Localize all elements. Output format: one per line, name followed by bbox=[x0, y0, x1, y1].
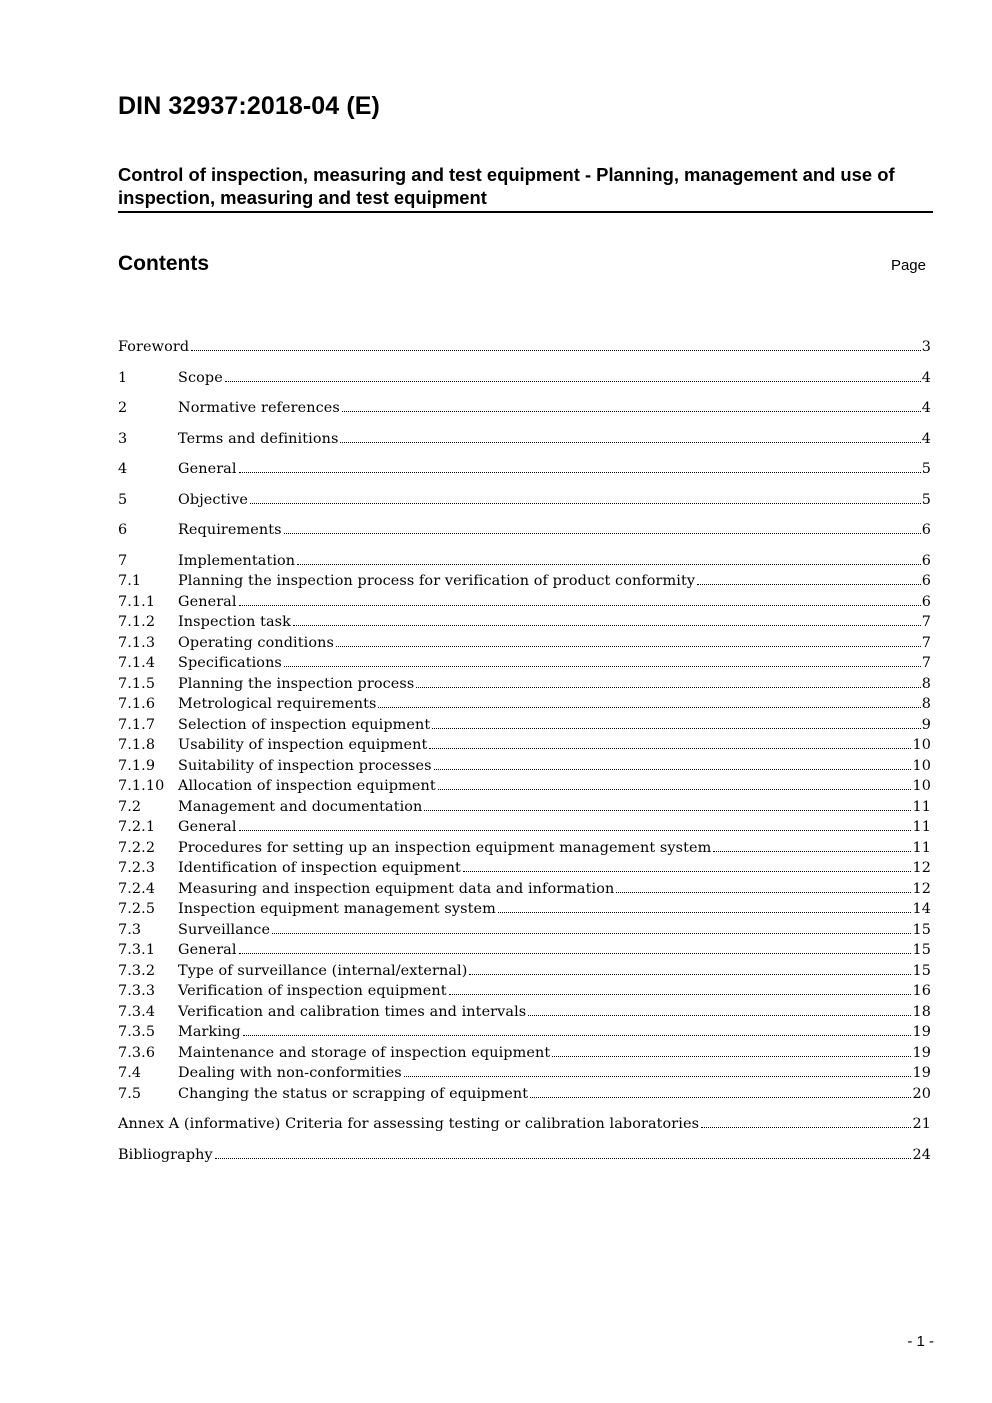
toc-entry-label: Marking bbox=[178, 1024, 241, 1040]
toc-dot-leader bbox=[528, 1015, 911, 1016]
toc-entry-number: 7.3.4 bbox=[118, 1003, 156, 1020]
toc-entry-page: 21 bbox=[912, 1116, 931, 1132]
toc-entry-page: 15 bbox=[912, 942, 931, 958]
toc-entry-number: 7.2.2 bbox=[118, 839, 156, 856]
toc-entry-label: Procedures for setting up an inspection equipment management system bbox=[178, 839, 712, 856]
toc-entry-label: Terms and definitions bbox=[178, 430, 339, 447]
toc-entry-number: 7.3.6 bbox=[118, 1044, 156, 1061]
toc-dot-leader bbox=[552, 1056, 911, 1057]
toc-entry[interactable] bbox=[118, 1084, 931, 1105]
toc-entry[interactable] bbox=[118, 940, 931, 961]
toc-entry-label: Requirements bbox=[178, 522, 282, 538]
toc-entry-number: 7.1.6 bbox=[118, 696, 156, 712]
footer-page-number: - 1 - bbox=[907, 1333, 934, 1350]
toc-entry[interactable] bbox=[118, 429, 931, 450]
toc-entry-label: Verification of inspection equipment bbox=[178, 983, 447, 999]
toc-dot-leader bbox=[469, 974, 911, 975]
toc-entry-page: 4 bbox=[921, 400, 931, 416]
toc-entry[interactable] bbox=[118, 920, 931, 941]
toc-entry-label: Foreword bbox=[118, 339, 190, 355]
toc-entry-page: 9 bbox=[921, 716, 931, 733]
toc-entry-page: 7 bbox=[921, 655, 931, 671]
toc-entry[interactable] bbox=[118, 633, 931, 654]
toc-entry-page: 4 bbox=[921, 369, 931, 386]
toc-dot-leader bbox=[530, 1097, 911, 1098]
toc-entry[interactable] bbox=[118, 1063, 931, 1084]
page-column-label: Page bbox=[890, 257, 926, 274]
toc-dot-leader bbox=[239, 830, 912, 831]
toc-dot-leader bbox=[239, 953, 912, 954]
toc-entry-label: Implementation bbox=[178, 552, 296, 569]
toc-entry[interactable] bbox=[118, 337, 931, 358]
toc-entry-page: 11 bbox=[912, 819, 931, 835]
toc-dot-leader bbox=[336, 646, 921, 647]
toc-entry-number: 7.2.1 bbox=[118, 819, 156, 835]
toc-entry-page: 11 bbox=[912, 798, 931, 815]
toc-dot-leader bbox=[191, 350, 921, 351]
toc-entry[interactable] bbox=[118, 551, 931, 572]
toc-entry[interactable] bbox=[118, 735, 931, 756]
toc-dot-leader bbox=[416, 687, 920, 688]
toc-entry-label: Selection of inspection equipment bbox=[178, 716, 431, 733]
toc-entry-number: 5 bbox=[118, 491, 128, 508]
toc-entry-number: 7.3.5 bbox=[118, 1024, 156, 1040]
toc-dot-leader bbox=[215, 1158, 912, 1159]
toc-dot-leader bbox=[438, 789, 912, 790]
toc-entry-page: 7 bbox=[921, 634, 931, 651]
toc-dot-leader bbox=[434, 769, 912, 770]
toc-dot-leader bbox=[429, 748, 911, 749]
toc-entry-number: 7.3.2 bbox=[118, 962, 156, 979]
toc-entry[interactable] bbox=[118, 612, 931, 633]
toc-entry-label: General bbox=[178, 461, 237, 477]
toc-entry-number: 7.3 bbox=[118, 921, 142, 938]
toc-entry[interactable] bbox=[118, 653, 931, 674]
toc-entry[interactable] bbox=[118, 981, 931, 1002]
toc-entry-label: Planning the inspection process for verification of product conformity bbox=[178, 573, 696, 589]
toc-entry-number: 6 bbox=[118, 522, 128, 538]
toc-entry[interactable] bbox=[118, 368, 931, 389]
toc-entry-number: 7.1.4 bbox=[118, 655, 156, 671]
toc-entry-label: Changing the status or scrapping of equipment bbox=[178, 1085, 529, 1102]
toc-entry-page: 10 bbox=[912, 778, 931, 794]
toc-entry-page: 15 bbox=[912, 962, 931, 979]
toc-entry-page: 5 bbox=[921, 491, 931, 508]
toc-entry-number: 4 bbox=[118, 461, 128, 477]
toc-entry-page: 8 bbox=[921, 675, 931, 692]
toc-entry-page: 19 bbox=[912, 1024, 931, 1040]
toc-entry-page: 7 bbox=[921, 614, 931, 630]
toc-dot-leader bbox=[243, 1035, 912, 1036]
toc-entry[interactable] bbox=[118, 571, 931, 592]
toc-entry-label: Operating conditions bbox=[178, 634, 334, 651]
toc-dot-leader bbox=[713, 851, 911, 852]
toc-entry-number: 7.1.8 bbox=[118, 737, 156, 753]
toc-entry-number: 7.3.1 bbox=[118, 942, 156, 958]
toc-entry-number: 2 bbox=[118, 400, 128, 416]
toc-dot-leader bbox=[378, 707, 920, 708]
toc-entry-page: 12 bbox=[912, 860, 931, 876]
toc-dot-leader bbox=[284, 666, 921, 667]
toc-entry-label: Inspection equipment management system bbox=[178, 901, 496, 917]
toc-entry-page: 12 bbox=[912, 880, 931, 897]
toc-dot-leader bbox=[284, 533, 921, 534]
toc-entry-page: 8 bbox=[921, 696, 931, 712]
toc-entry-label: Usability of inspection equipment bbox=[178, 737, 428, 753]
toc-entry[interactable] bbox=[118, 1022, 931, 1043]
toc-entry[interactable] bbox=[118, 1114, 931, 1135]
toc-entry-label: Suitability of inspection processes bbox=[178, 757, 432, 774]
toc-entry-label: Verification and calibration times and intervals bbox=[178, 1003, 527, 1020]
toc-dot-leader bbox=[701, 1127, 911, 1128]
toc-entry[interactable] bbox=[118, 838, 931, 859]
toc-entry[interactable] bbox=[118, 961, 931, 982]
toc-entry-page: 15 bbox=[912, 921, 931, 938]
toc-entry-page: 6 bbox=[921, 522, 931, 538]
toc-entry-page: 16 bbox=[912, 983, 931, 999]
toc-dot-leader bbox=[449, 994, 912, 995]
toc-entry-page: 11 bbox=[912, 839, 931, 856]
toc-entry[interactable] bbox=[118, 858, 931, 879]
toc-dot-leader bbox=[239, 472, 921, 473]
toc-entry-number: 7.1.5 bbox=[118, 675, 156, 692]
toc-entry[interactable] bbox=[118, 899, 931, 920]
toc-entry-label: Dealing with non-conformities bbox=[178, 1065, 402, 1081]
toc-entry-label: General bbox=[178, 593, 237, 610]
toc-dot-leader bbox=[616, 892, 911, 893]
toc-dot-leader bbox=[424, 810, 911, 811]
toc-dot-leader bbox=[340, 442, 920, 443]
toc-entry-page: 6 bbox=[921, 593, 931, 610]
toc-dot-leader bbox=[239, 605, 921, 606]
toc-entry[interactable] bbox=[118, 674, 931, 695]
toc-entry-page: 5 bbox=[921, 461, 931, 477]
toc-dot-leader bbox=[272, 933, 911, 934]
toc-dot-leader bbox=[225, 381, 921, 382]
toc-entry[interactable] bbox=[118, 694, 931, 715]
toc-entry[interactable] bbox=[118, 459, 931, 480]
document-title: Control of inspection, measuring and test equipment - Planning, management and use of inspection, measuring and test equipment bbox=[118, 163, 933, 213]
toc-dot-leader bbox=[404, 1076, 912, 1077]
toc-entry-page: 20 bbox=[912, 1085, 931, 1102]
toc-entry[interactable] bbox=[118, 756, 931, 777]
toc-entry-label: Surveillance bbox=[178, 921, 271, 938]
toc-entry-page: 6 bbox=[921, 573, 931, 589]
toc-entry-label: Bibliography bbox=[118, 1146, 213, 1163]
toc-entry-page: 4 bbox=[921, 430, 931, 447]
toc-entry-label: Specifications bbox=[178, 655, 282, 671]
toc-entry-label: General bbox=[178, 942, 237, 958]
toc-entry[interactable] bbox=[118, 1002, 931, 1023]
toc-entry-page: 10 bbox=[912, 757, 931, 774]
toc-entry-label: Type of surveillance (internal/external) bbox=[178, 962, 468, 979]
toc-entry-number: 1 bbox=[118, 369, 128, 386]
toc-entry-number: 7.3.3 bbox=[118, 983, 156, 999]
toc-entry-page: 10 bbox=[912, 737, 931, 753]
toc-entry-number: 7.1.9 bbox=[118, 757, 156, 774]
toc-entry[interactable] bbox=[118, 398, 931, 419]
toc-entry-number: 7.2.3 bbox=[118, 860, 156, 876]
toc-entry[interactable] bbox=[118, 715, 931, 736]
toc-entry-label: Planning the inspection process bbox=[178, 675, 415, 692]
toc-entry-label: Management and documentation bbox=[178, 798, 423, 815]
toc-entry-page: 18 bbox=[912, 1003, 931, 1020]
contents-heading: Contents bbox=[118, 252, 209, 275]
toc-entry-label: Allocation of inspection equipment bbox=[178, 778, 436, 794]
toc-entry-page: 19 bbox=[912, 1065, 931, 1081]
toc-entry[interactable] bbox=[118, 797, 931, 818]
toc-entry[interactable] bbox=[118, 592, 931, 613]
toc-entry[interactable] bbox=[118, 520, 931, 541]
toc-dot-leader bbox=[463, 871, 912, 872]
toc-entry-number: 7.1.10 bbox=[118, 778, 165, 794]
toc-entry-number: 7.4 bbox=[118, 1065, 142, 1081]
toc-entry-label: Inspection task bbox=[178, 614, 291, 630]
toc-dot-leader bbox=[250, 503, 921, 504]
toc-entry-number: 7.1.1 bbox=[118, 593, 156, 610]
table-of-contents bbox=[118, 337, 931, 1165]
toc-entry[interactable] bbox=[118, 1043, 931, 1064]
toc-entry[interactable] bbox=[118, 1145, 931, 1166]
toc-entry-label: General bbox=[178, 819, 237, 835]
toc-dot-leader bbox=[297, 564, 921, 565]
toc-entry[interactable] bbox=[118, 817, 931, 838]
toc-entry-page: 24 bbox=[912, 1146, 931, 1163]
toc-dot-leader bbox=[293, 625, 921, 626]
toc-dot-leader bbox=[432, 728, 920, 729]
toc-entry-number: 7.1 bbox=[118, 573, 142, 589]
toc-entry-number: 7 bbox=[118, 552, 128, 569]
toc-entry-number: 7.1.7 bbox=[118, 716, 156, 733]
toc-dot-leader bbox=[697, 584, 921, 585]
document-id: DIN 32937:2018-04 (E) bbox=[118, 92, 380, 120]
toc-entry-number: 7.1.2 bbox=[118, 614, 156, 630]
toc-entry-page: 14 bbox=[912, 901, 931, 917]
toc-entry[interactable] bbox=[118, 776, 931, 797]
toc-entry-page: 19 bbox=[912, 1044, 931, 1061]
toc-entry-label: Maintenance and storage of inspection equipment bbox=[178, 1044, 551, 1061]
toc-dot-leader bbox=[342, 411, 921, 412]
toc-entry-number: 7.2.5 bbox=[118, 901, 156, 917]
toc-entry[interactable] bbox=[118, 490, 931, 511]
toc-entry-label: Metrological requirements bbox=[178, 696, 377, 712]
toc-entry-number: 7.5 bbox=[118, 1085, 142, 1102]
toc-entry[interactable] bbox=[118, 879, 931, 900]
toc-entry-page: 6 bbox=[921, 552, 931, 569]
toc-entry-number: 7.1.3 bbox=[118, 634, 156, 651]
toc-entry-label: Identification of inspection equipment bbox=[178, 860, 461, 876]
toc-entry-label: Scope bbox=[178, 369, 223, 386]
toc-entry-label: Normative references bbox=[178, 400, 340, 416]
toc-entry-label: Measuring and inspection equipment data and information bbox=[178, 880, 615, 897]
toc-entry-number: 7.2.4 bbox=[118, 880, 156, 897]
toc-entry-label: Annex A (informative) Criteria for assessing testing or calibration laboratories bbox=[118, 1116, 700, 1132]
toc-entry-page: 3 bbox=[921, 339, 931, 355]
toc-entry-number: 3 bbox=[118, 430, 128, 447]
toc-dot-leader bbox=[498, 912, 912, 913]
toc-entry-number: 7.2 bbox=[118, 798, 142, 815]
toc-entry-label: Objective bbox=[178, 491, 248, 508]
